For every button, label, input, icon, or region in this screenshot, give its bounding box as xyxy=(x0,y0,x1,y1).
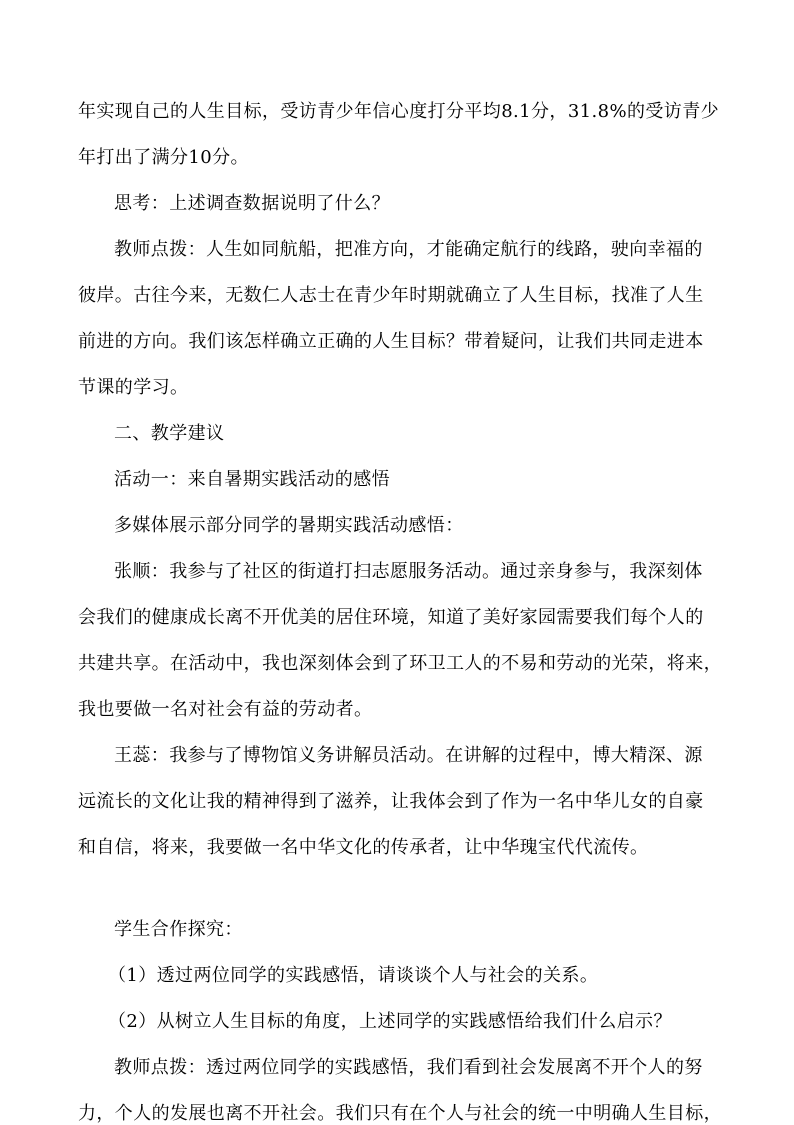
text-line: 年实现自己的人生目标，受访青少年信心度打分平均8.1分，31.8%的受访青少 xyxy=(78,101,720,122)
text-line: 教师点拨：人生如同航船，把准方向，才能确定航行的线路，驶向幸福的 xyxy=(114,239,703,260)
document-page xyxy=(78,96,728,1125)
text-line: 思考：上述调查数据说明了什么？ xyxy=(114,193,390,214)
section-heading: 二、教学建议 xyxy=(114,423,225,444)
activity-heading: 活动一：来自暑期实践活动的感悟 xyxy=(114,469,390,490)
text-line: 王蕊：我参与了博物馆义务讲解员活动。在讲解的过程中，博大精深、源 xyxy=(114,745,703,766)
text-line: 力，个人的发展也离不开社会。我们只有在个人与社会的统一中明确人生目标， xyxy=(78,1103,722,1124)
text-line: 节课的学习。 xyxy=(78,377,189,398)
text-line: 多媒体展示部分同学的暑期实践活动感悟： xyxy=(114,515,464,536)
text-line: 远流长的文化让我的精神得到了滋养，让我体会到了作为一名中华儿女的自豪 xyxy=(78,791,704,812)
text-line: 会我们的健康成长离不开优美的居住环境，知道了美好家园需要我们每个人的 xyxy=(78,607,704,628)
text-line: 张顺：我参与了社区的街道打扫志愿服务活动。通过亲身参与，我深刻体 xyxy=(114,561,703,582)
text-line: 共建共享。在活动中，我也深刻体会到了环卫工人的不易和劳动的光荣，将来， xyxy=(78,653,722,674)
question-item: （1）透过两位同学的实践感悟，请谈谈个人与社会的关系。 xyxy=(108,965,599,986)
question-item: （2）从树立人生目标的角度，上述同学的实践感悟给我们什么启示？ xyxy=(108,1011,672,1032)
text-line: 彼岸。古往今来，无数仁人志士在青少年时期就确立了人生目标，找准了人生 xyxy=(78,285,704,306)
text-line: 和自信，将来，我要做一名中华文化的传承者，让中华瑰宝代代流传。 xyxy=(78,837,649,858)
text-line: 我也要做一名对社会有益的劳动者。 xyxy=(78,699,373,720)
text-line: 教师点拨：透过两位同学的实践感悟，我们看到社会发展离不开个人的努 xyxy=(114,1057,703,1078)
text-line: 年打出了满分10分。 xyxy=(78,147,249,168)
text-line: 学生合作探究： xyxy=(114,919,243,940)
text-line: 前进的方向。我们该怎样确立正确的人生目标？带着疑问，让我们共同走进本 xyxy=(78,331,704,352)
